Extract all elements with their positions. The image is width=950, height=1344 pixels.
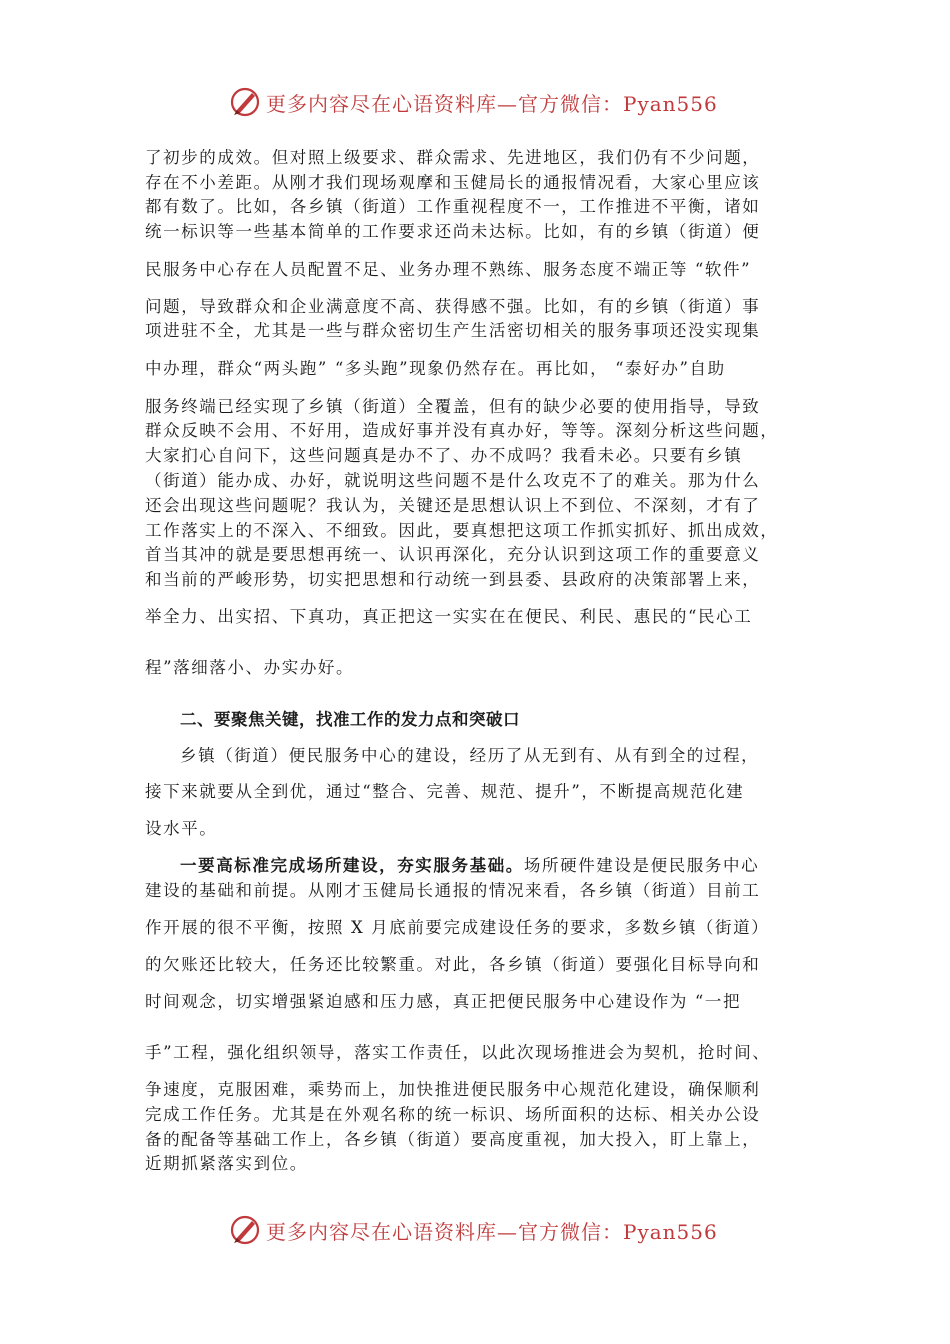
text-line: 工作落实上的不深入、不细致。因此，要真想把这项工作抓实抓好、抓出成效， — [145, 521, 779, 540]
text-line: 设水平。 — [145, 819, 218, 838]
text-line: （街道）能办成、办好，就说明这些问题不是什么攻克不了的难关。那为什么 — [145, 471, 761, 490]
text-line: 建设的基础和前提。从刚才玉健局长通报的情况来看，各乡镇（街道）目前工 — [145, 881, 761, 900]
text-line: 了初步的成效。但对照上级要求、群众需求、先进地区，我们仍有不少问题， — [145, 148, 761, 167]
watermark-text: 更多内容尽在心语资料库—官方微信：Pyan556 — [266, 1219, 718, 1244]
text-line: 还会出现这些问题呢？我认为，关键还是思想认识上不到位、不深刻，才有了 — [145, 496, 761, 515]
text-line: 接下来就要从全到优，通过“整合、完善、规范、提升”，不断提高规范化建 — [145, 782, 745, 801]
text-line: 举全力、出实招、下真功，真正把这一实实在在便民、利民、惠民的“民心工 — [145, 607, 753, 626]
text-line: 首当其冲的就是要思想再统一、认识再深化，充分认识到这项工作的重要意义 — [145, 545, 761, 564]
watermark-text: 更多内容尽在心语资料库—官方微信：Pyan556 — [266, 91, 718, 116]
text-line: 程”落细落小、办实办好。 — [145, 658, 355, 677]
watermark-banner-bottom — [228, 1210, 718, 1250]
text-line: 备的配备等基础工作上，各乡镇（街道）要高度重视，加大投入，盯上靠上， — [145, 1130, 761, 1149]
text-line: 大家扪心自问下，这些问题真是办不了、办不成吗？我看未必。只要有乡镇 — [145, 446, 743, 465]
text-line: 作开展的很不平衡，按照 X 月底前要完成建设任务的要求，多数乡镇（街道） — [145, 918, 770, 937]
text-line: 项进驻不全，尤其是一些与群众密切生产生活密切相关的服务事项还没实现集 — [145, 321, 761, 340]
text-line: 争速度，克服困难，乘势而上，加快推进便民服务中心规范化建设，确保顺利 — [145, 1080, 761, 1099]
text-line: 和当前的严峻形势，切实把思想和行动统一到县委、县政府的决策部署上来， — [145, 570, 761, 589]
point-lead-rest: 场所硬件建设是便民服务中心 — [523, 856, 760, 875]
text-line: 民服务中心存在人员配置不足、业务办理不熟练、服务态度不端正等 “软件” — [145, 260, 752, 279]
point-first-line — [180, 854, 810, 878]
text-line: 统一标识等一些基本简单的工作要求还尚未达标。比如，有的乡镇（街道）便 — [145, 222, 761, 241]
text-line: 存在不小差距。从刚才我们现场观摩和玉健局长的通报情况看，大家心里应该 — [145, 173, 761, 192]
point-lead: 一要高标准完成场所建设，夯实服务基础。 — [180, 856, 524, 875]
text-line: 乡镇（街道）便民服务中心的建设，经历了从无到有、从有到全的过程， — [180, 746, 760, 765]
section-heading: 二、要聚焦关键，找准工作的发力点和突破口 — [180, 710, 520, 729]
text-line: 完成工作任务。尤其是在外观名称的统一标识、场所面积的达标、相关办公设 — [145, 1105, 761, 1124]
pen-logo-icon — [228, 1213, 262, 1247]
text-line: 问题，导致群众和企业满意度不高、获得感不强。比如，有的乡镇（街道）事 — [145, 297, 761, 316]
text-line: 中办理，群众“两头跑” “多头跑”现象仍然存在。再比如， “泰好办”自助 — [145, 359, 726, 378]
text-line: 的欠账还比较大，任务还比较繁重。对此，各乡镇（街道）要强化目标导向和 — [145, 955, 761, 974]
text-line: 群众反映不会用、不好用，造成好事并没有真办好，等等。深刻分析这些问题， — [145, 421, 779, 440]
text-line: 近期抓紧落实到位。 — [145, 1154, 308, 1173]
text-line: 服务终端已经实现了乡镇（街道）全覆盖，但有的缺少必要的使用指导，导致 — [145, 397, 761, 416]
text-line: 时间观念，切实增强紧迫感和压力感，真正把便民服务中心建设作为 “一把 — [145, 992, 742, 1011]
text-line: 都有数了。比如，各乡镇（街道）工作重视程度不一，工作推进不平衡，诸如 — [145, 197, 761, 216]
text-line: 手”工程，强化组织领导，落实工作责任，以此次现场推进会为契机，抢时间、 — [145, 1043, 771, 1062]
